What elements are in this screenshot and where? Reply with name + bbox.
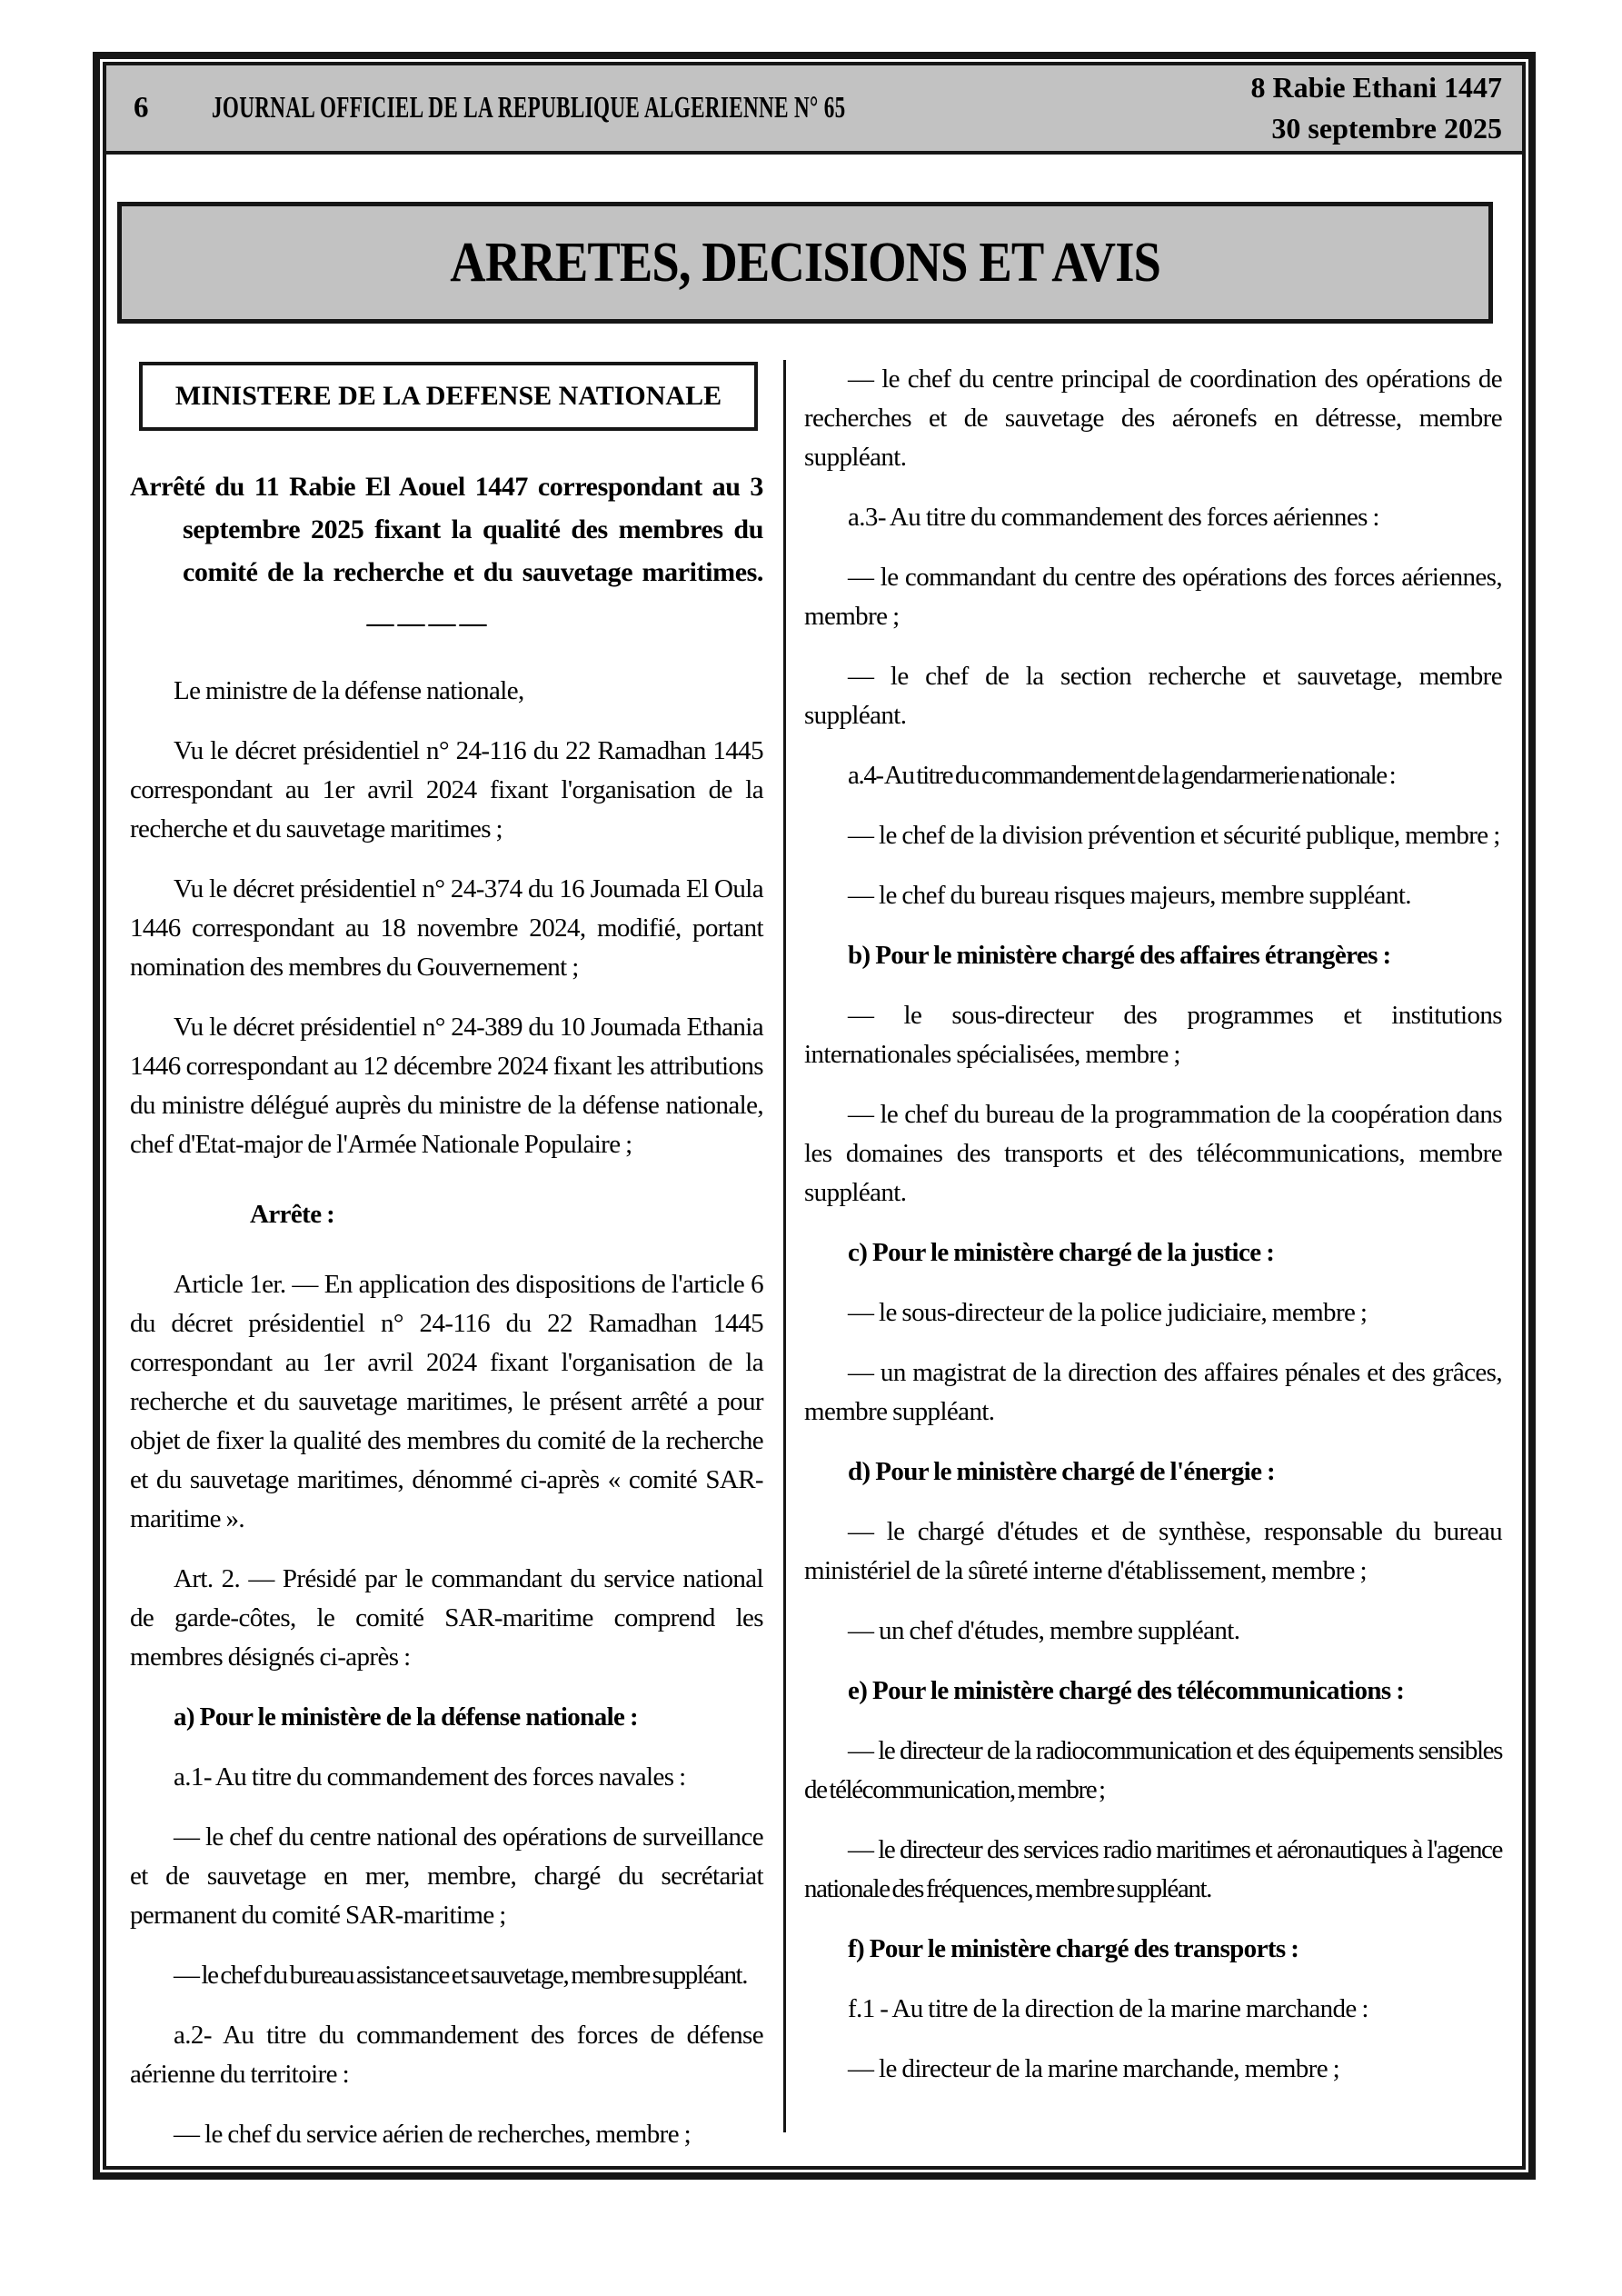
subsection-a4: a.4- Au titre du commandement de la gendarmerie nationale :: [848, 761, 1396, 790]
section-heading-c: c) Pour le ministère chargé de la justice :: [848, 1238, 1275, 1267]
subsection-a3: a.3- Au titre du commandement des forces aériennes :: [848, 503, 1379, 532]
text-columns: [106, 324, 1522, 2149]
subsection-f1: f.1 - Au titre de la direction de la marine marchande :: [848, 1994, 1368, 2023]
ministry-heading-box: [139, 362, 758, 431]
member-item: — le chef du centre national des opérations de surveillance et de sauvetage en mer, membre, chargé du secrétariat permanent du comité SAR-maritime ;: [130, 1822, 763, 1930]
member-item: — le chef du bureau de la programmation de la coopération dans les domaines des transports et des télécommunications, membre suppléant.: [804, 1100, 1502, 1207]
page-inner-frame: [103, 62, 1526, 2170]
journal-title: JOURNAL OFFICIEL DE LA REPUBLIQUE ALGERIENNE N° 65: [212, 91, 846, 125]
member-item: — le directeur de la radiocommunication et des équipements sensibles de télécommunication, membre ;: [804, 1736, 1502, 1804]
member-item: — un chef d'études, membre suppléant.: [848, 1616, 1240, 1645]
article-1-paragraph: Article 1er. — En application des dispositions de l'article 6 du décret présidentiel n° 24-116 du 22 Ramadhan 1445 correspondant au 1er avril 2024 fixant l'organisation de la recherche et du sauvetage maritimes, le présent arrêté a pour objet de fixer la qualité des membres du comité de la recherche et du sauvetage maritimes, dénommé ci-après « comité SAR-maritime ».: [130, 1270, 763, 1533]
ministry-heading: MINISTERE DE LA DEFENSE NATIONALE: [174, 381, 722, 411]
dash-separator: ————: [366, 608, 491, 638]
left-column: [130, 360, 786, 2149]
issue-date-hijri: 8 Rabie Ethani 1447: [1250, 71, 1502, 104]
page-number: 6: [134, 91, 149, 125]
section-heading-f: f) Pour le ministère chargé des transports :: [848, 1934, 1299, 1963]
section-heading-a: a) Pour le ministère de la défense nationale :: [174, 1702, 639, 1732]
member-item: — le chef du centre principal de coordination des opérations de recherches et de sauvetage des aéronefs en détresse, membre suppléant.: [804, 364, 1502, 472]
issue-date-block: [1251, 67, 1502, 149]
member-item: — le chargé d'études et de synthèse, responsable du bureau ministériel de la sûreté interne d'établissement, membre ;: [804, 1517, 1502, 1585]
section-heading-e: e) Pour le ministère chargé des télécommunications :: [848, 1676, 1405, 1705]
member-item: — le chef du bureau assistance et sauvetage, membre suppléant.: [174, 1961, 748, 1990]
section-heading-d: d) Pour le ministère chargé de l'énergie :: [848, 1457, 1276, 1486]
member-item: — le chef du bureau risques majeurs, membre suppléant.: [848, 881, 1411, 910]
member-item: — un magistrat de la direction des affaires pénales et des grâces, membre suppléant.: [804, 1358, 1502, 1426]
member-item: — le directeur des services radio maritimes et aéronautiques à l'agence nationale des fréquences, membre suppléant.: [804, 1835, 1502, 1903]
member-item: — le chef du service aérien de recherches, membre ;: [174, 2120, 692, 2149]
vu-clause: Vu le décret présidentiel n° 24-389 du 10 Joumada Ethania 1446 correspondant au 12 décembre 2024 fixant les attributions du ministre délégué auprès du ministre de la défense nationale, chef d'Etat-major de l'Armée Nationale Populaire ;: [130, 1013, 763, 1159]
vu-clause: Vu le décret présidentiel n° 24-116 du 22 Ramadhan 1445 correspondant au 1er avril 2024 fixant l'organisation de la recherche et du sauvetage maritimes ;: [130, 736, 763, 844]
opening-clause: Le ministre de la défense nationale,: [174, 676, 524, 705]
section-heading-b: b) Pour le ministère chargé des affaires étrangères :: [848, 941, 1391, 970]
vu-clause: Vu le décret présidentiel n° 24-374 du 16 Joumada El Oula 1446 correspondant au 18 novembre 2024, modifié, portant nomination des membres du Gouvernement ;: [130, 874, 763, 982]
member-item: — le commandant du centre des opérations des forces aériennes, membre ;: [804, 563, 1502, 631]
section-banner: [117, 202, 1493, 324]
member-item: — le chef de la section recherche et sauvetage, membre suppléant.: [804, 662, 1502, 730]
section-banner-title: ARRETES, DECISIONS ET AVIS: [450, 231, 1160, 294]
article-2-paragraph: Art. 2. — Présidé par le commandant du service national de garde-côtes, le comité SAR-maritime comprend les membres désignés ci-après :: [130, 1564, 763, 1672]
decree-title: Arrêté du 11 Rabie El Aouel 1447 correspondant au 3 septembre 2025 fixant la qualité des membres du comité de la recherche et du sauvetage maritimes.: [130, 472, 763, 587]
subsection-a2: a.2- Au titre du commandement des forces de défense aérienne du territoire :: [130, 2021, 763, 2089]
member-item: — le sous-directeur des programmes et institutions internationales spécialisées, membre ;: [804, 1001, 1502, 1069]
subsection-a1: a.1- Au titre du commandement des forces navales :: [174, 1762, 686, 1792]
right-column: [786, 360, 1502, 2132]
issue-date-gregorian: 30 septembre 2025: [1271, 112, 1502, 145]
arrete-heading: Arrête :: [250, 1200, 335, 1229]
journal-masthead: [106, 65, 1522, 155]
member-item: — le sous-directeur de la police judiciaire, membre ;: [848, 1298, 1368, 1327]
member-item: — le directeur de la marine marchande, membre ;: [848, 2054, 1340, 2083]
member-item: — le chef de la division prévention et sécurité publique, membre ;: [848, 821, 1500, 850]
page-frame: [93, 52, 1536, 2180]
